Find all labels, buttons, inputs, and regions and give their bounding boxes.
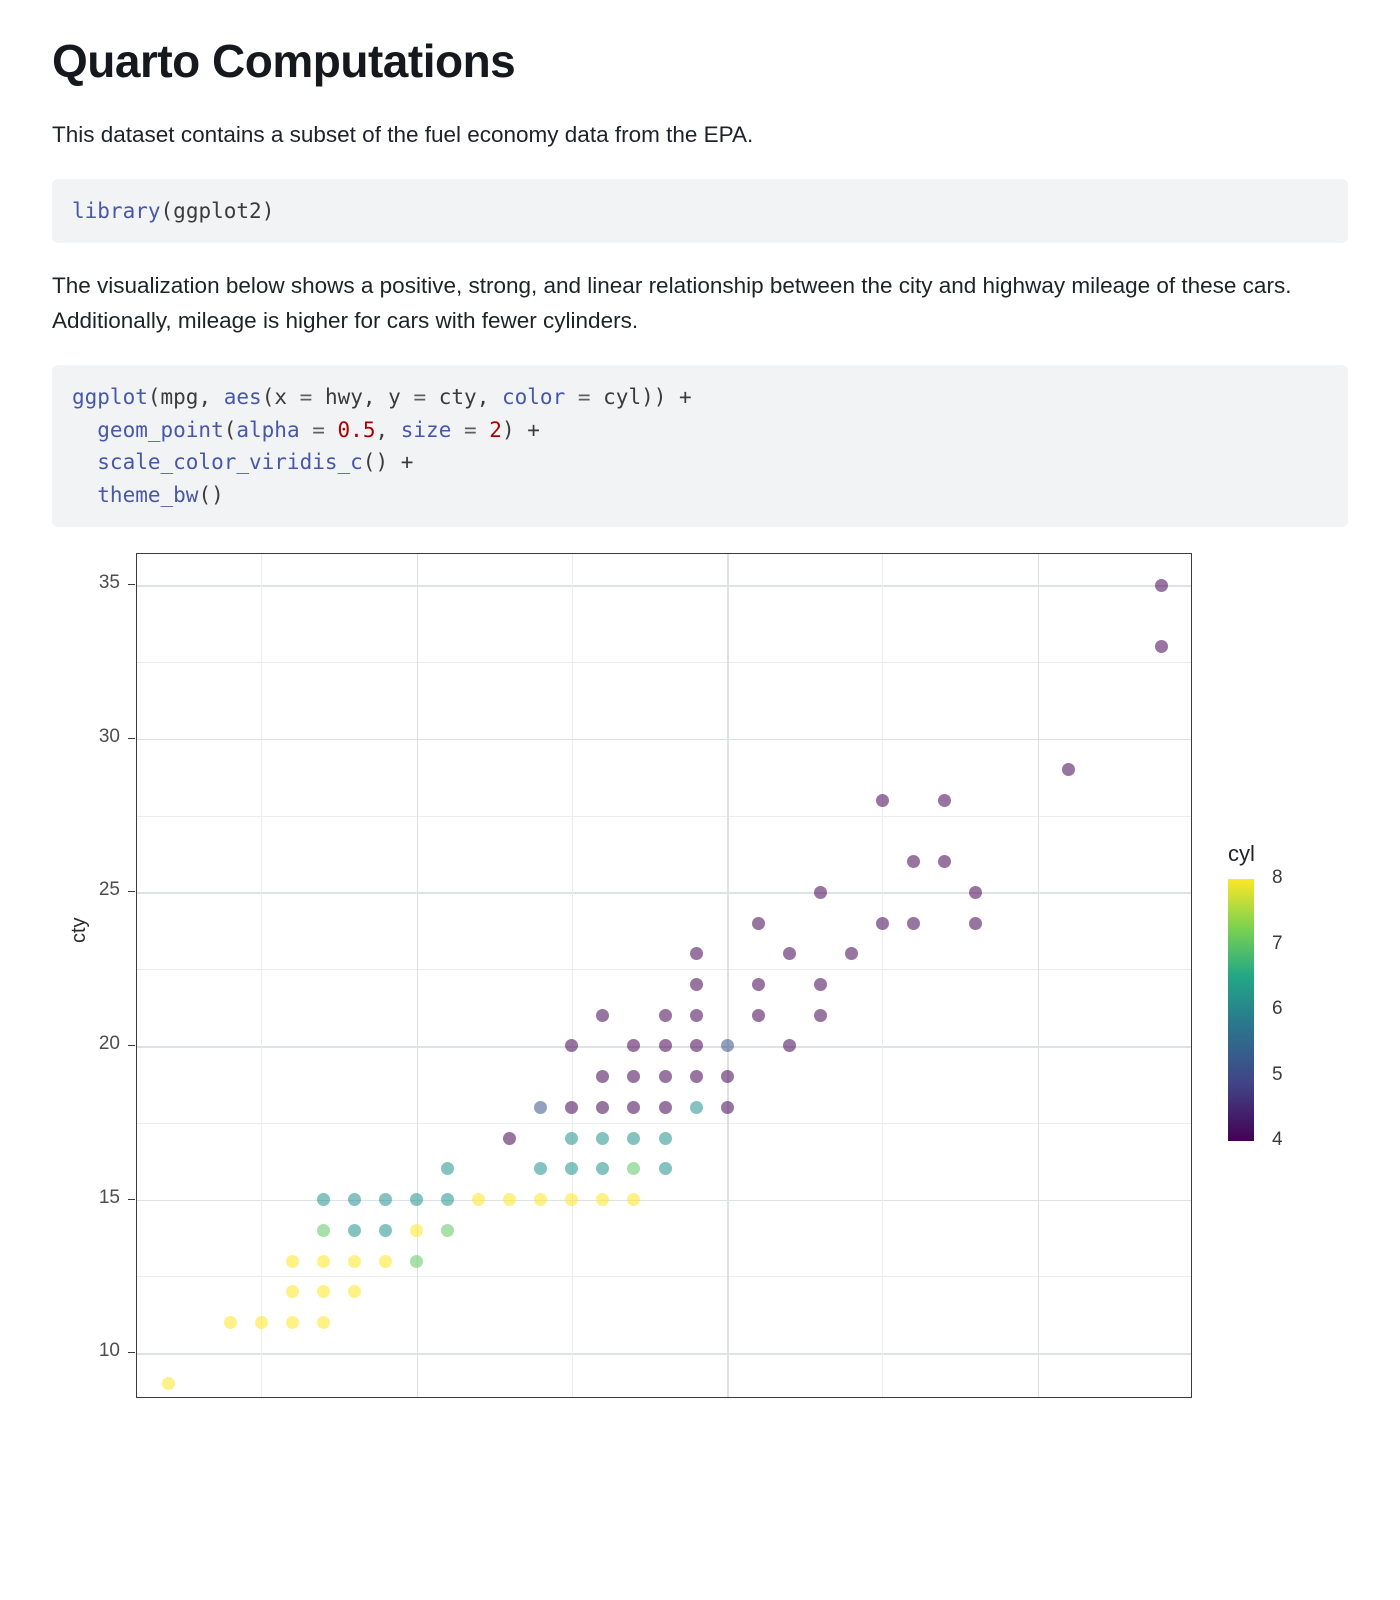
description-paragraph: The visualization below shows a positive, strong, and linear relationship between the city and highway mileage of these cars. Additionally, mileage is higher for cars with fewer cylinders.	[52, 273, 1292, 334]
grid-line-horizontal	[137, 1200, 1192, 1202]
data-point	[907, 855, 920, 868]
grid-line-horizontal	[137, 585, 1192, 587]
code-token: 2	[489, 417, 502, 442]
code-token: (	[147, 385, 161, 410]
data-point	[441, 1224, 454, 1237]
data-point	[1155, 640, 1168, 653]
legend-title: cyl	[1228, 841, 1255, 867]
code-token: ggplot2	[173, 198, 262, 223]
data-point	[783, 1039, 796, 1052]
data-point	[659, 1009, 672, 1022]
y-tick-mark	[128, 584, 135, 585]
data-point	[565, 1132, 578, 1145]
grid-line-vertical	[417, 554, 419, 1398]
data-point	[721, 1070, 734, 1083]
data-point	[534, 1193, 547, 1206]
data-point	[690, 1009, 703, 1022]
code-token: )	[261, 198, 275, 223]
data-point	[659, 1101, 672, 1114]
data-point	[752, 978, 765, 991]
data-point	[348, 1224, 361, 1237]
y-tick-label: 15	[98, 1186, 120, 1208]
data-point	[317, 1255, 330, 1268]
grid-line-horizontal	[137, 892, 1192, 894]
data-point	[690, 1101, 703, 1114]
data-point	[938, 794, 951, 807]
code-token: )) +	[641, 385, 692, 410]
data-point	[348, 1255, 361, 1268]
grid-line-horizontal	[137, 1123, 1192, 1124]
data-point	[317, 1316, 330, 1329]
data-point	[286, 1255, 299, 1268]
data-point	[596, 1193, 609, 1206]
code-token: () +	[362, 450, 414, 475]
data-point	[565, 1039, 578, 1052]
data-point	[503, 1132, 516, 1145]
y-tick-mark	[128, 891, 135, 892]
data-point	[1062, 763, 1075, 776]
grid-line-vertical	[882, 554, 883, 1398]
code-token: cty	[438, 385, 477, 410]
data-point	[1155, 579, 1168, 592]
data-point	[845, 947, 858, 960]
code-token: alpha	[236, 417, 300, 442]
data-point	[565, 1101, 578, 1114]
data-point	[969, 917, 982, 930]
data-point	[410, 1224, 423, 1237]
code-token: aes	[223, 385, 262, 410]
data-point	[441, 1193, 454, 1206]
data-point	[534, 1101, 547, 1114]
data-point	[534, 1162, 547, 1175]
y-tick-label: 30	[98, 725, 120, 747]
page-title: Quarto Computations	[52, 35, 516, 87]
code-token: =	[565, 385, 604, 410]
code-token: 0.5	[337, 417, 376, 442]
data-point	[659, 1039, 672, 1052]
code-token: =	[451, 417, 490, 442]
code-token: size	[400, 417, 452, 442]
grid-line-horizontal	[137, 1353, 1192, 1355]
code-token: (	[223, 417, 237, 442]
data-point	[379, 1193, 392, 1206]
intro-paragraph: This dataset contains a subset of the fuel economy data from the EPA.	[52, 122, 754, 147]
data-point	[286, 1316, 299, 1329]
data-point	[876, 917, 889, 930]
grid-line-horizontal	[137, 969, 1192, 970]
code-token: x	[274, 385, 287, 410]
data-point	[410, 1193, 423, 1206]
data-point	[627, 1039, 640, 1052]
data-point	[721, 1039, 734, 1052]
legend-tick-label: 7	[1272, 932, 1283, 954]
code-token: ,	[375, 417, 401, 442]
data-point	[348, 1285, 361, 1298]
data-point	[627, 1132, 640, 1145]
data-point	[317, 1193, 330, 1206]
grid-line-horizontal	[137, 739, 1192, 741]
code-token: library	[72, 198, 161, 223]
data-point	[410, 1255, 423, 1268]
code-token: =	[287, 385, 325, 410]
legend-colorbar	[1228, 879, 1254, 1141]
grid-line-horizontal	[137, 1276, 1192, 1277]
grid-line-vertical	[1038, 554, 1040, 1398]
plot-panel	[136, 553, 1192, 1398]
data-point	[596, 1162, 609, 1175]
data-point	[348, 1193, 361, 1206]
legend-tick-mark	[1254, 1076, 1263, 1077]
y-axis-label: cty	[68, 917, 90, 944]
data-point	[255, 1316, 268, 1329]
code-token: y	[388, 385, 401, 410]
data-point	[503, 1193, 516, 1206]
data-point	[627, 1070, 640, 1083]
code-cell-ggplot	[52, 365, 1348, 527]
data-point	[690, 947, 703, 960]
code-token: ()	[198, 482, 224, 507]
code-token: cyl	[603, 385, 642, 410]
legend-tick-label: 8	[1272, 867, 1283, 889]
data-point	[472, 1193, 485, 1206]
data-point	[690, 978, 703, 991]
data-point	[876, 794, 889, 807]
grid-line-vertical	[572, 554, 573, 1398]
code-token: =	[400, 385, 439, 410]
code-token: scale_color_viridis_c	[72, 450, 363, 475]
legend-tick-label: 4	[1272, 1129, 1283, 1151]
y-tick-mark	[128, 1199, 135, 1200]
data-point	[814, 1009, 827, 1022]
data-point	[162, 1377, 175, 1390]
code-token: geom_point	[72, 417, 224, 442]
legend	[1228, 841, 1348, 1151]
data-point	[659, 1132, 672, 1145]
legend-tick-mark	[1254, 945, 1263, 946]
data-point	[379, 1255, 392, 1268]
data-point	[441, 1162, 454, 1175]
y-tick-label: 20	[98, 1032, 120, 1054]
grid-line-vertical	[727, 554, 729, 1398]
code-token: =	[299, 417, 338, 442]
data-point	[317, 1224, 330, 1237]
y-tick-label: 35	[98, 572, 120, 594]
data-point	[596, 1070, 609, 1083]
data-point	[752, 917, 765, 930]
code-cell-library	[52, 179, 1348, 244]
data-point	[379, 1224, 392, 1237]
data-point	[627, 1162, 640, 1175]
legend-tick-label: 6	[1272, 998, 1283, 1020]
code-token: hwy	[324, 385, 363, 410]
grid-line-horizontal	[137, 662, 1192, 663]
code-token: theme_bw	[72, 482, 199, 507]
data-point	[627, 1101, 640, 1114]
y-tick-mark	[128, 1045, 135, 1046]
data-point	[596, 1101, 609, 1114]
code-token: ggplot	[72, 385, 148, 410]
data-point	[690, 1070, 703, 1083]
data-point	[752, 1009, 765, 1022]
data-point	[721, 1101, 734, 1114]
data-point	[814, 978, 827, 991]
code-token: mpg	[160, 385, 199, 410]
data-point	[938, 855, 951, 868]
code-token: ,	[362, 385, 389, 410]
data-point	[659, 1070, 672, 1083]
code-token: ,	[476, 385, 502, 410]
y-tick-mark	[128, 1352, 135, 1353]
code-token: (	[261, 385, 275, 410]
code-token: ,	[198, 385, 224, 410]
data-point	[627, 1193, 640, 1206]
y-tick-label: 10	[98, 1340, 120, 1362]
y-tick-mark	[128, 738, 135, 739]
y-tick-label: 25	[98, 879, 120, 901]
data-point	[814, 886, 827, 899]
data-point	[969, 886, 982, 899]
code-token: ) +	[501, 417, 540, 442]
data-point	[659, 1162, 672, 1175]
data-point	[907, 917, 920, 930]
data-point	[317, 1285, 330, 1298]
data-point	[286, 1285, 299, 1298]
data-point	[596, 1132, 609, 1145]
data-point	[783, 947, 796, 960]
data-point	[565, 1162, 578, 1175]
scatter-plot-figure	[52, 553, 1352, 1413]
data-point	[690, 1039, 703, 1052]
data-point	[224, 1316, 237, 1329]
data-point	[565, 1193, 578, 1206]
code-token: (	[160, 198, 174, 223]
legend-tick-label: 5	[1272, 1063, 1283, 1085]
code-token: color	[502, 385, 566, 410]
grid-line-horizontal	[137, 816, 1192, 817]
grid-line-vertical	[261, 554, 262, 1398]
data-point	[596, 1009, 609, 1022]
legend-tick-mark	[1254, 1010, 1263, 1011]
